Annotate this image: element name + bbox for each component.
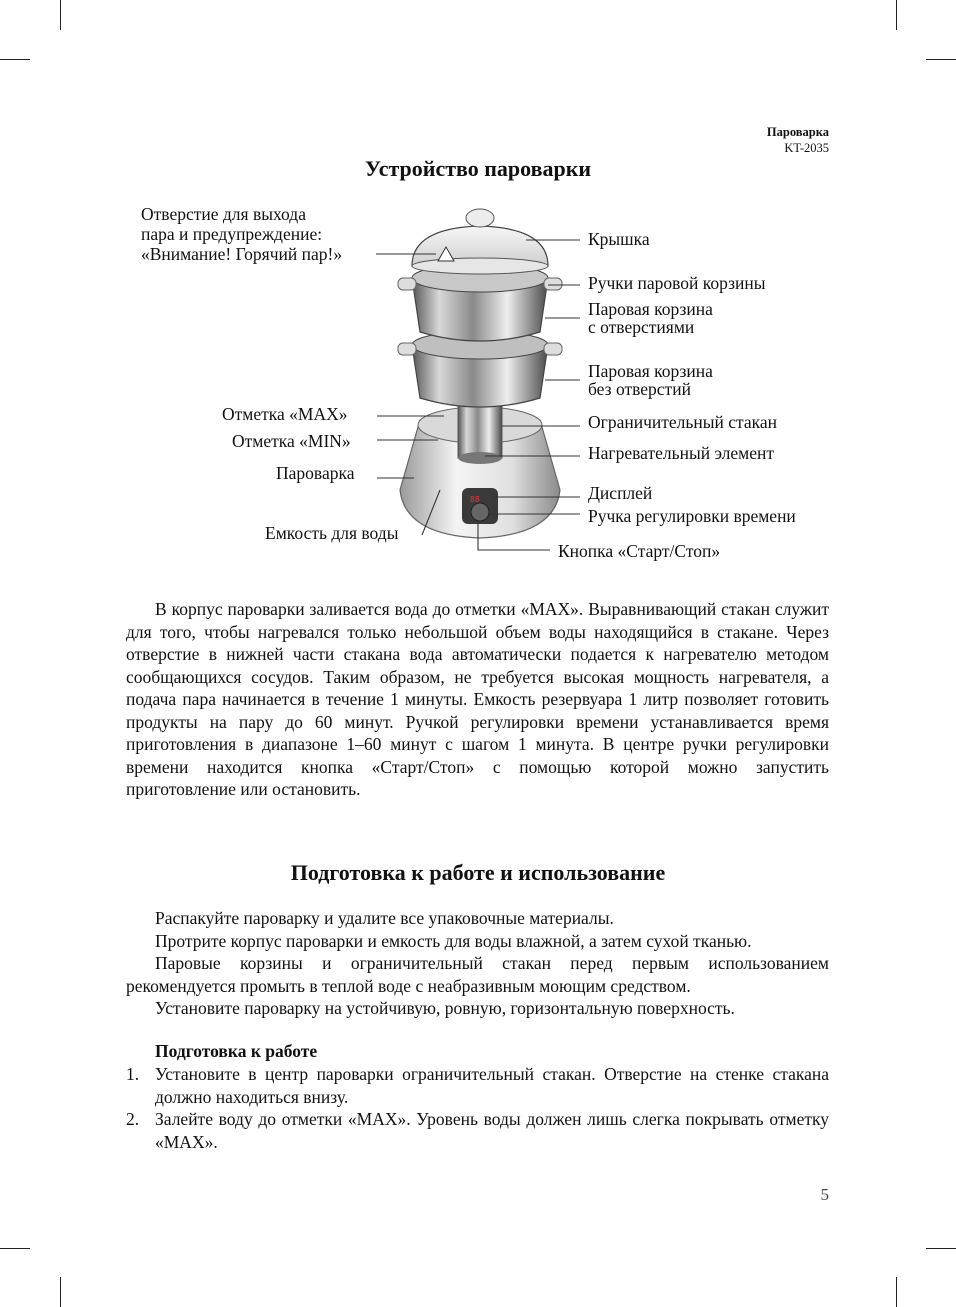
header-model: KT-2035	[784, 141, 829, 155]
prep-paragraph: Паровые корзины и ограничительный стакан перед первым использованием рекомендуется промыть в теплой воде с неабразивным моющим средством.	[126, 953, 829, 996]
crop-mark	[926, 1248, 956, 1249]
crop-mark	[896, 1277, 897, 1307]
crop-mark	[60, 1277, 61, 1307]
crop-mark	[0, 1248, 30, 1249]
section-title-device: Устройство пароварки	[364, 156, 592, 181]
label-basket-handles: Ручки паровой корзины	[588, 273, 766, 293]
list-item: 2. Залейте воду до отметки «MAX». Уровень воды должен лишь слегка покрывать отметку «MAX».	[126, 1109, 829, 1152]
time-knob	[471, 503, 489, 521]
label-vent: Отверстие для выхода пара и предупреждение: «Внимание! Горячий пар!»	[141, 204, 343, 264]
label-steamer: Пароварка	[276, 463, 355, 483]
label-display: Дисплей	[588, 483, 653, 503]
label-limiter: Ограничительный стакан	[588, 412, 777, 432]
prep-paragraph: Установите пароварку на устойчивую, ровную, горизонтальную поверхность.	[155, 998, 735, 1018]
header-product: Пароварка	[766, 125, 829, 139]
label-startstop: Кнопка «Старт/Стоп»	[558, 541, 721, 561]
steps-list	[126, 1063, 829, 1153]
section-title-preparation: Подготовка к работе и использование	[290, 860, 666, 885]
label-basket-holes: Паровая корзина с отверстиями	[588, 299, 713, 337]
list-item: 1. Установите в центр пароварки ограничительный стакан. Отверстие на стенке стакана должно находиться внизу.	[126, 1064, 829, 1107]
subsection-title: Подготовка к работе	[155, 1041, 318, 1061]
steamer-diagram	[0, 0, 956, 600]
label-basket-solid: Паровая корзина без отверстий	[588, 361, 713, 399]
prep-paragraph: Распакуйте пароварку и удалите все упаковочные материалы.	[155, 908, 614, 928]
label-lid: Крышка	[588, 229, 650, 249]
label-water-tank: Емкость для воды	[265, 523, 399, 543]
page-number: 5	[820, 1185, 829, 1204]
label-min: Отметка «MIN»	[232, 431, 351, 451]
label-heater: Нагревательный элемент	[588, 443, 774, 463]
label-knob: Ручка регулировки времени	[588, 506, 796, 526]
label-max: Отметка «MAX»	[222, 404, 348, 424]
display-readout: 88	[470, 495, 480, 504]
lid-knob	[466, 209, 494, 227]
prep-paragraphs	[126, 907, 829, 1020]
prep-paragraph: Протрите корпус пароварки и емкость для воды влажной, а затем сухой тканью.	[155, 930, 752, 951]
intro-paragraph: В корпус пароварки заливается вода до отметки «MAX». Выравнивающий стакан служит для того, чтобы нагревался только небольшой объем воды находящийся в стакане. Через отверстие в нижней части стакана вода автоматически подается к нагревателю методом сообщающихся сосудов. Таким образом, не требуется высокая мощность нагревателя, а подача пара начинается в течение 1 минуты. Емкость резервуара 1 литр позволяет готовить продукты на пару до 60 минут. Ручкой регулировки времени устанавливается время приготовления в диапазоне 1–60 минут с шагом 1 минута. В центре ручки регулировки времени находится кнопка «Старт/Стоп» с помощью которой можно запустить приготовление или остановить.	[126, 599, 829, 799]
